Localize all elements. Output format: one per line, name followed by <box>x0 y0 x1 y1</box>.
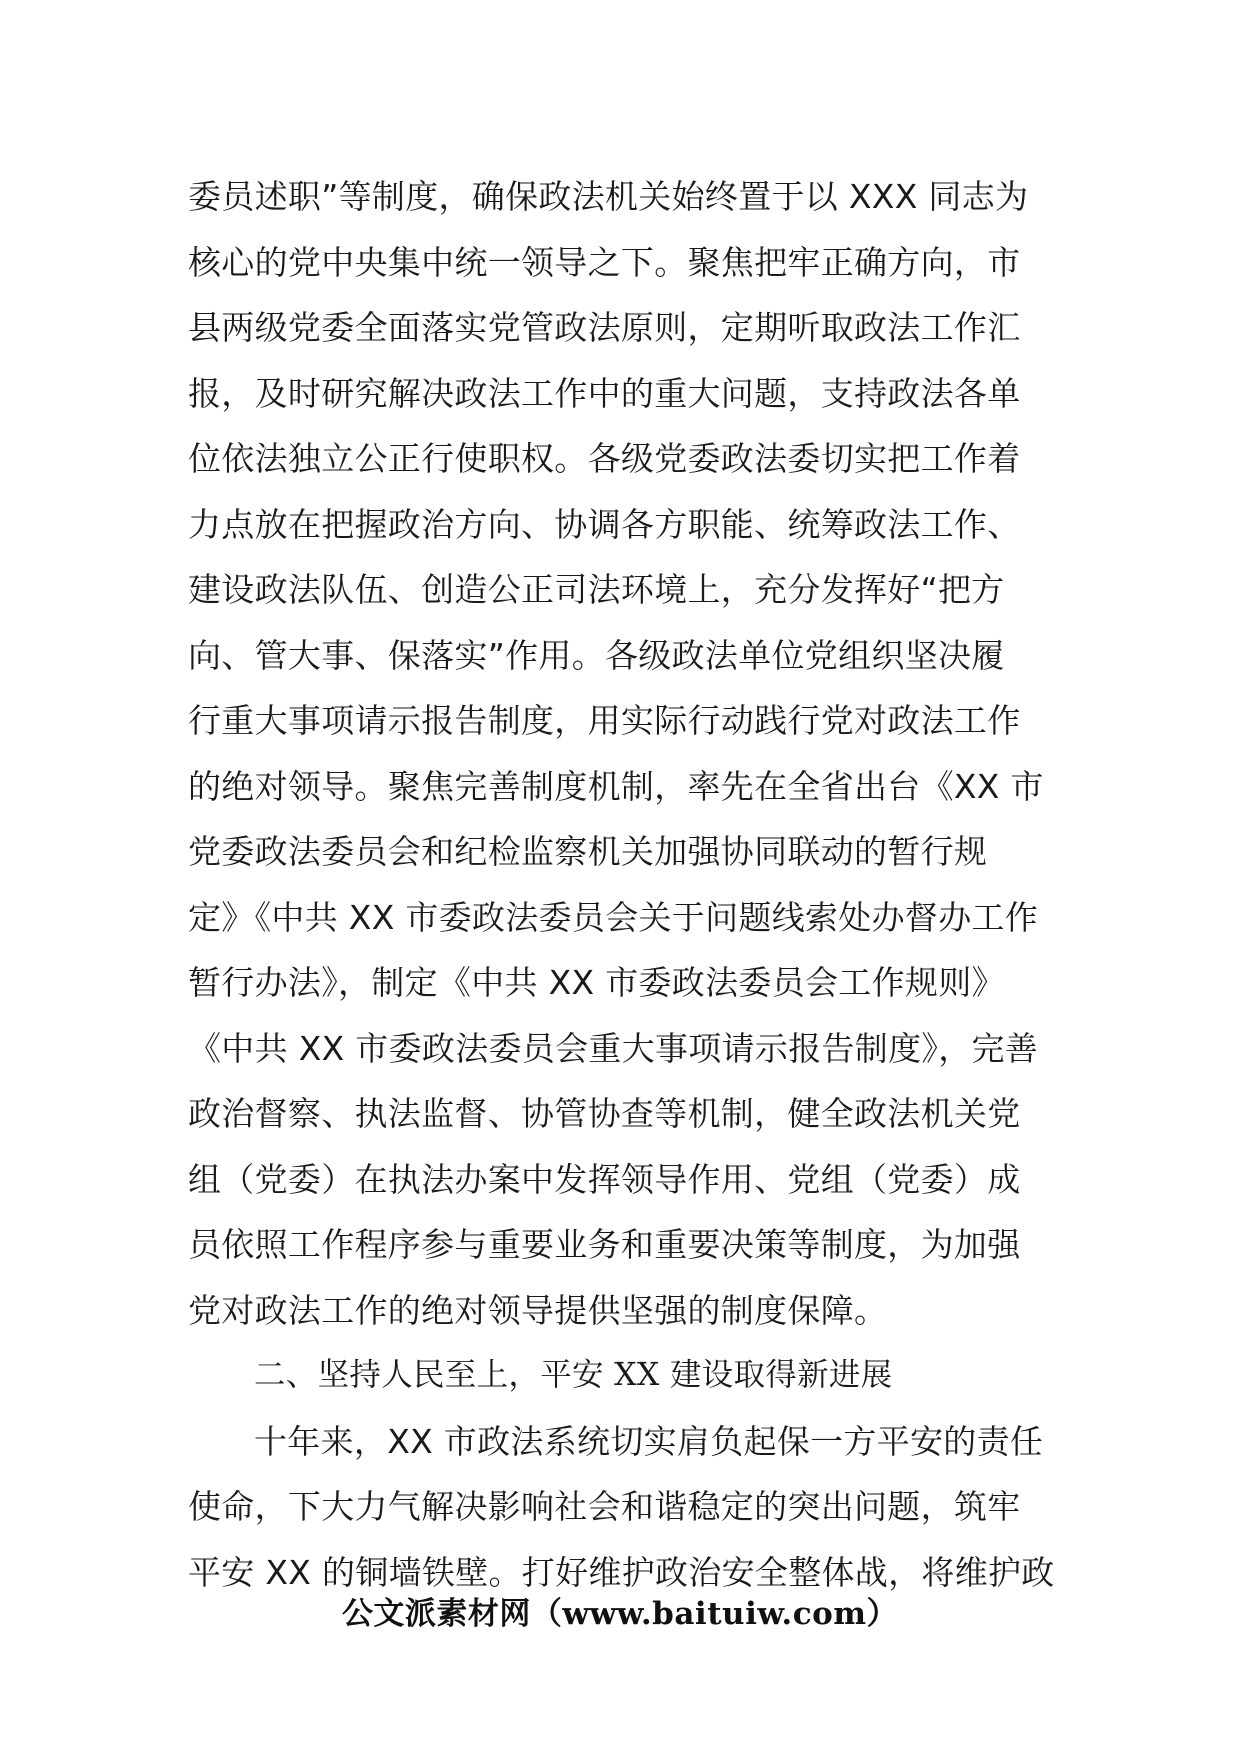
text-line: 党对政法工作的绝对领导提供坚强的制度保障。 <box>188 1290 888 1330</box>
body-text <box>188 164 1055 1605</box>
text-line: 使命，下大力气解决影响社会和谐稳定的突出问题，筑牢 <box>188 1487 1021 1526</box>
text-line: 暂行办法》，制定《中共 XX 市委政法委员会工作规则》 <box>188 963 1005 1002</box>
text-line: 县两级党委全面落实党管政法原则，定期听取政法工作汇 <box>188 308 1021 347</box>
text-line: 位依法独立公正行使职权。各级党委政法委切实把工作着 <box>188 439 1021 478</box>
text-line: 行重大事项请示报告制度，用实际行动践行党对政法工作 <box>188 701 1021 740</box>
text-line: 员依照工作程序参与重要业务和重要决策等制度，为加强 <box>188 1225 1021 1264</box>
text-line: 《中共 XX 市委政法委员会重大事项请示报告制度》，完善 <box>188 1028 1039 1068</box>
text-line: 的绝对领导。聚焦完善制度机制，率先在全省出台《XX 市 <box>188 766 1044 806</box>
text-line: 力点放在把握政治方向、协调各方职能、统筹政法工作、 <box>188 504 1021 544</box>
text-line: 党委政法委员会和纪检监察机关加强协同联动的暂行规 <box>188 832 988 871</box>
footer-watermark: 公文派素材网（www.baituiw.com） <box>341 1596 899 1632</box>
text-line: 平安 XX 的铜墙铁壁。打好维护政治安全整体战，将维护政 <box>188 1552 1055 1592</box>
text-line: 委员述职”等制度，确保政法机关始终置于以 XXX 同志为 <box>188 177 1029 216</box>
text-line: 向、管大事、保落实”作用。各级政法单位党组织坚决履 <box>188 635 1005 675</box>
text-line: 定》《中共 XX 市委政法委员会关于问题线索处办督办工作 <box>188 897 1039 937</box>
text-line: 十年来，XX 市政法系统切实肩负起保一方平安的责任 <box>254 1421 1044 1461</box>
text-line: 建设政法队伍、创造公正司法环境上，充分发挥好“把方 <box>188 570 1005 609</box>
text-line: 核心的党中央集中统一领导之下。聚焦把牢正确方向，市 <box>188 242 1021 282</box>
section-heading: 二、坚持人民至上，平安 XX 建设取得新进展 <box>254 1357 893 1393</box>
text-line: 报，及时研究解决政法工作中的重大问题，支持政法各单 <box>188 373 1021 413</box>
text-line: 组（党委）在执法办案中发挥领导作用、党组（党委）成 <box>188 1159 1021 1199</box>
text-line: 政治督察、执法监督、协管协查等机制，健全政法机关党 <box>188 1094 1021 1133</box>
